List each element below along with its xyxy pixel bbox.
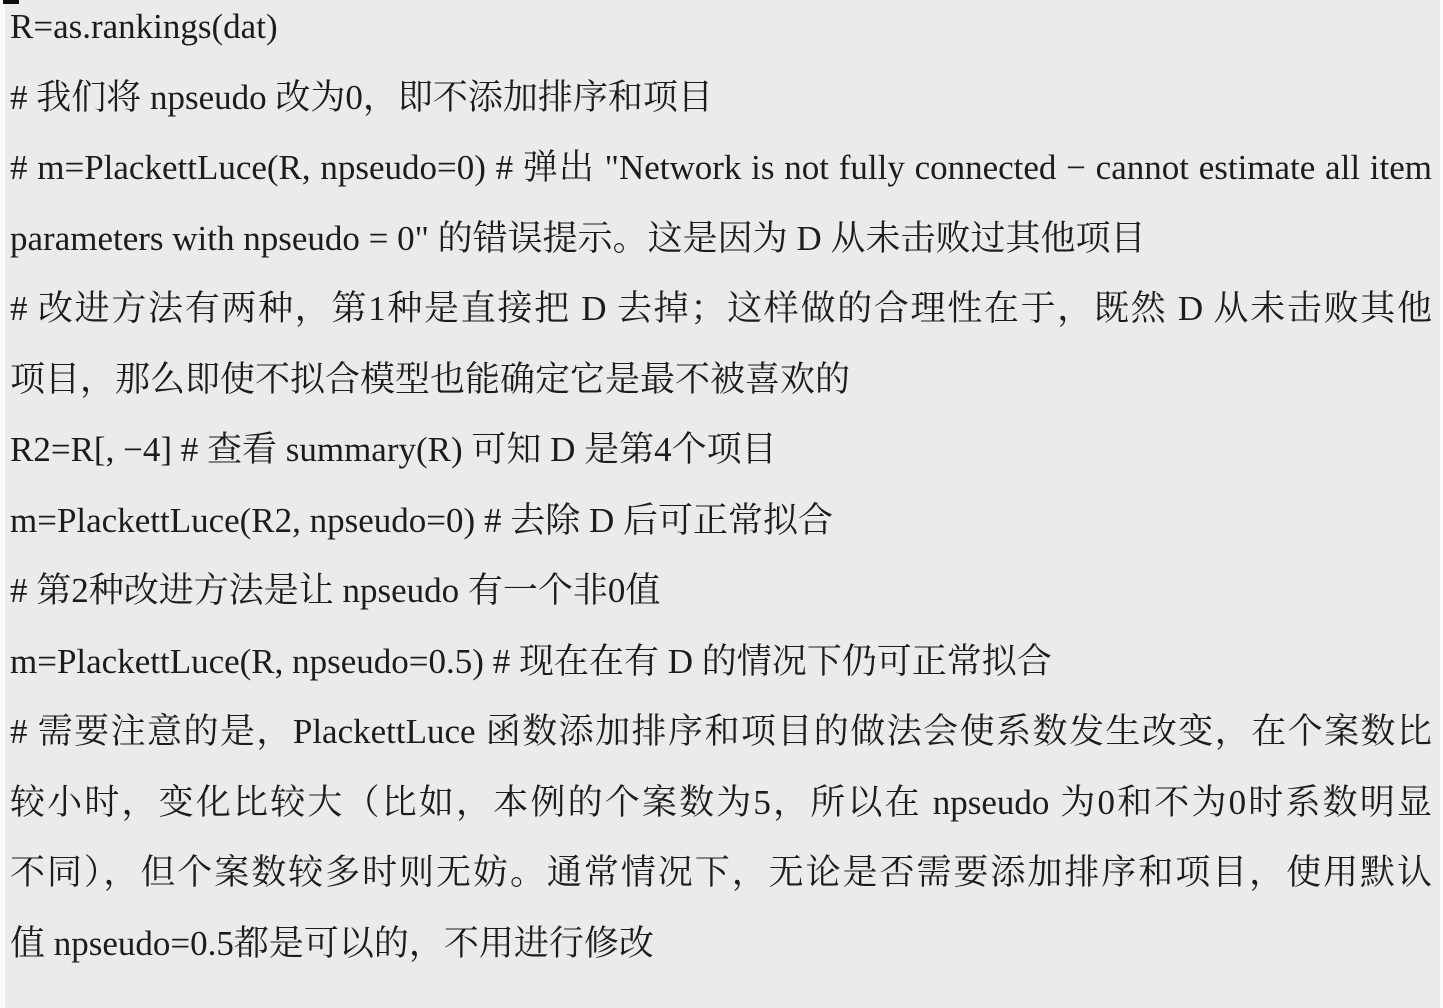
text-line: R=as.rankings(dat) xyxy=(10,7,278,46)
text-line: # 我们将 npseudo 改为0，即不添加排序和项目 xyxy=(10,77,713,117)
text-line: R2=R[, −4] # 查看 summary(R) 可知 D 是第4个项目 xyxy=(10,430,777,469)
text-line: parameters with npseudo = 0" 的错误提示。这是因为 D 从未击败过其他项目 xyxy=(10,218,1146,258)
text-line: 较小时，变化比较大（比如，本例的个案数为5，所以在 npseudo 为0和不为0时系数明显 xyxy=(10,782,1432,822)
text-line: # m=PlackettLuce(R, npseudo=0) # 弹出 "Network is not fully connected − cannot estimate all item xyxy=(10,148,1432,187)
text-line: m=PlackettLuce(R, npseudo=0.5) # 现在在有 D 的情况下仍可正常拟合 xyxy=(10,641,1052,681)
text-line: 值 npseudo=0.5都是可以的，不用进行修改 xyxy=(10,923,654,963)
top-left-crop-mark xyxy=(3,0,19,4)
text-line: # 需要注意的是，PlackettLuce 函数添加排序和项目的做法会使系数发生改变，在个案数比 xyxy=(10,712,1432,751)
text-line: 项目，那么即使不拟合模型也能确定它是最不被喜欢的 xyxy=(10,359,851,399)
text-line: 不同），但个案数较多时则无妨。通常情况下，无论是否需要添加排序和项目，使用默认 xyxy=(10,853,1432,892)
text-line: m=PlackettLuce(R2, npseudo=0) # 去除 D 后可正常拟合 xyxy=(10,500,833,540)
page-left-edge-strip xyxy=(0,0,5,1008)
text-line: # 第2种改进方法是让 npseudo 有一个非0值 xyxy=(10,571,661,610)
text-line: # 改进方法有两种，第1种是直接把 D 去掉；这样做的合理性在于，既然 D 从未击败其他 xyxy=(10,289,1432,328)
